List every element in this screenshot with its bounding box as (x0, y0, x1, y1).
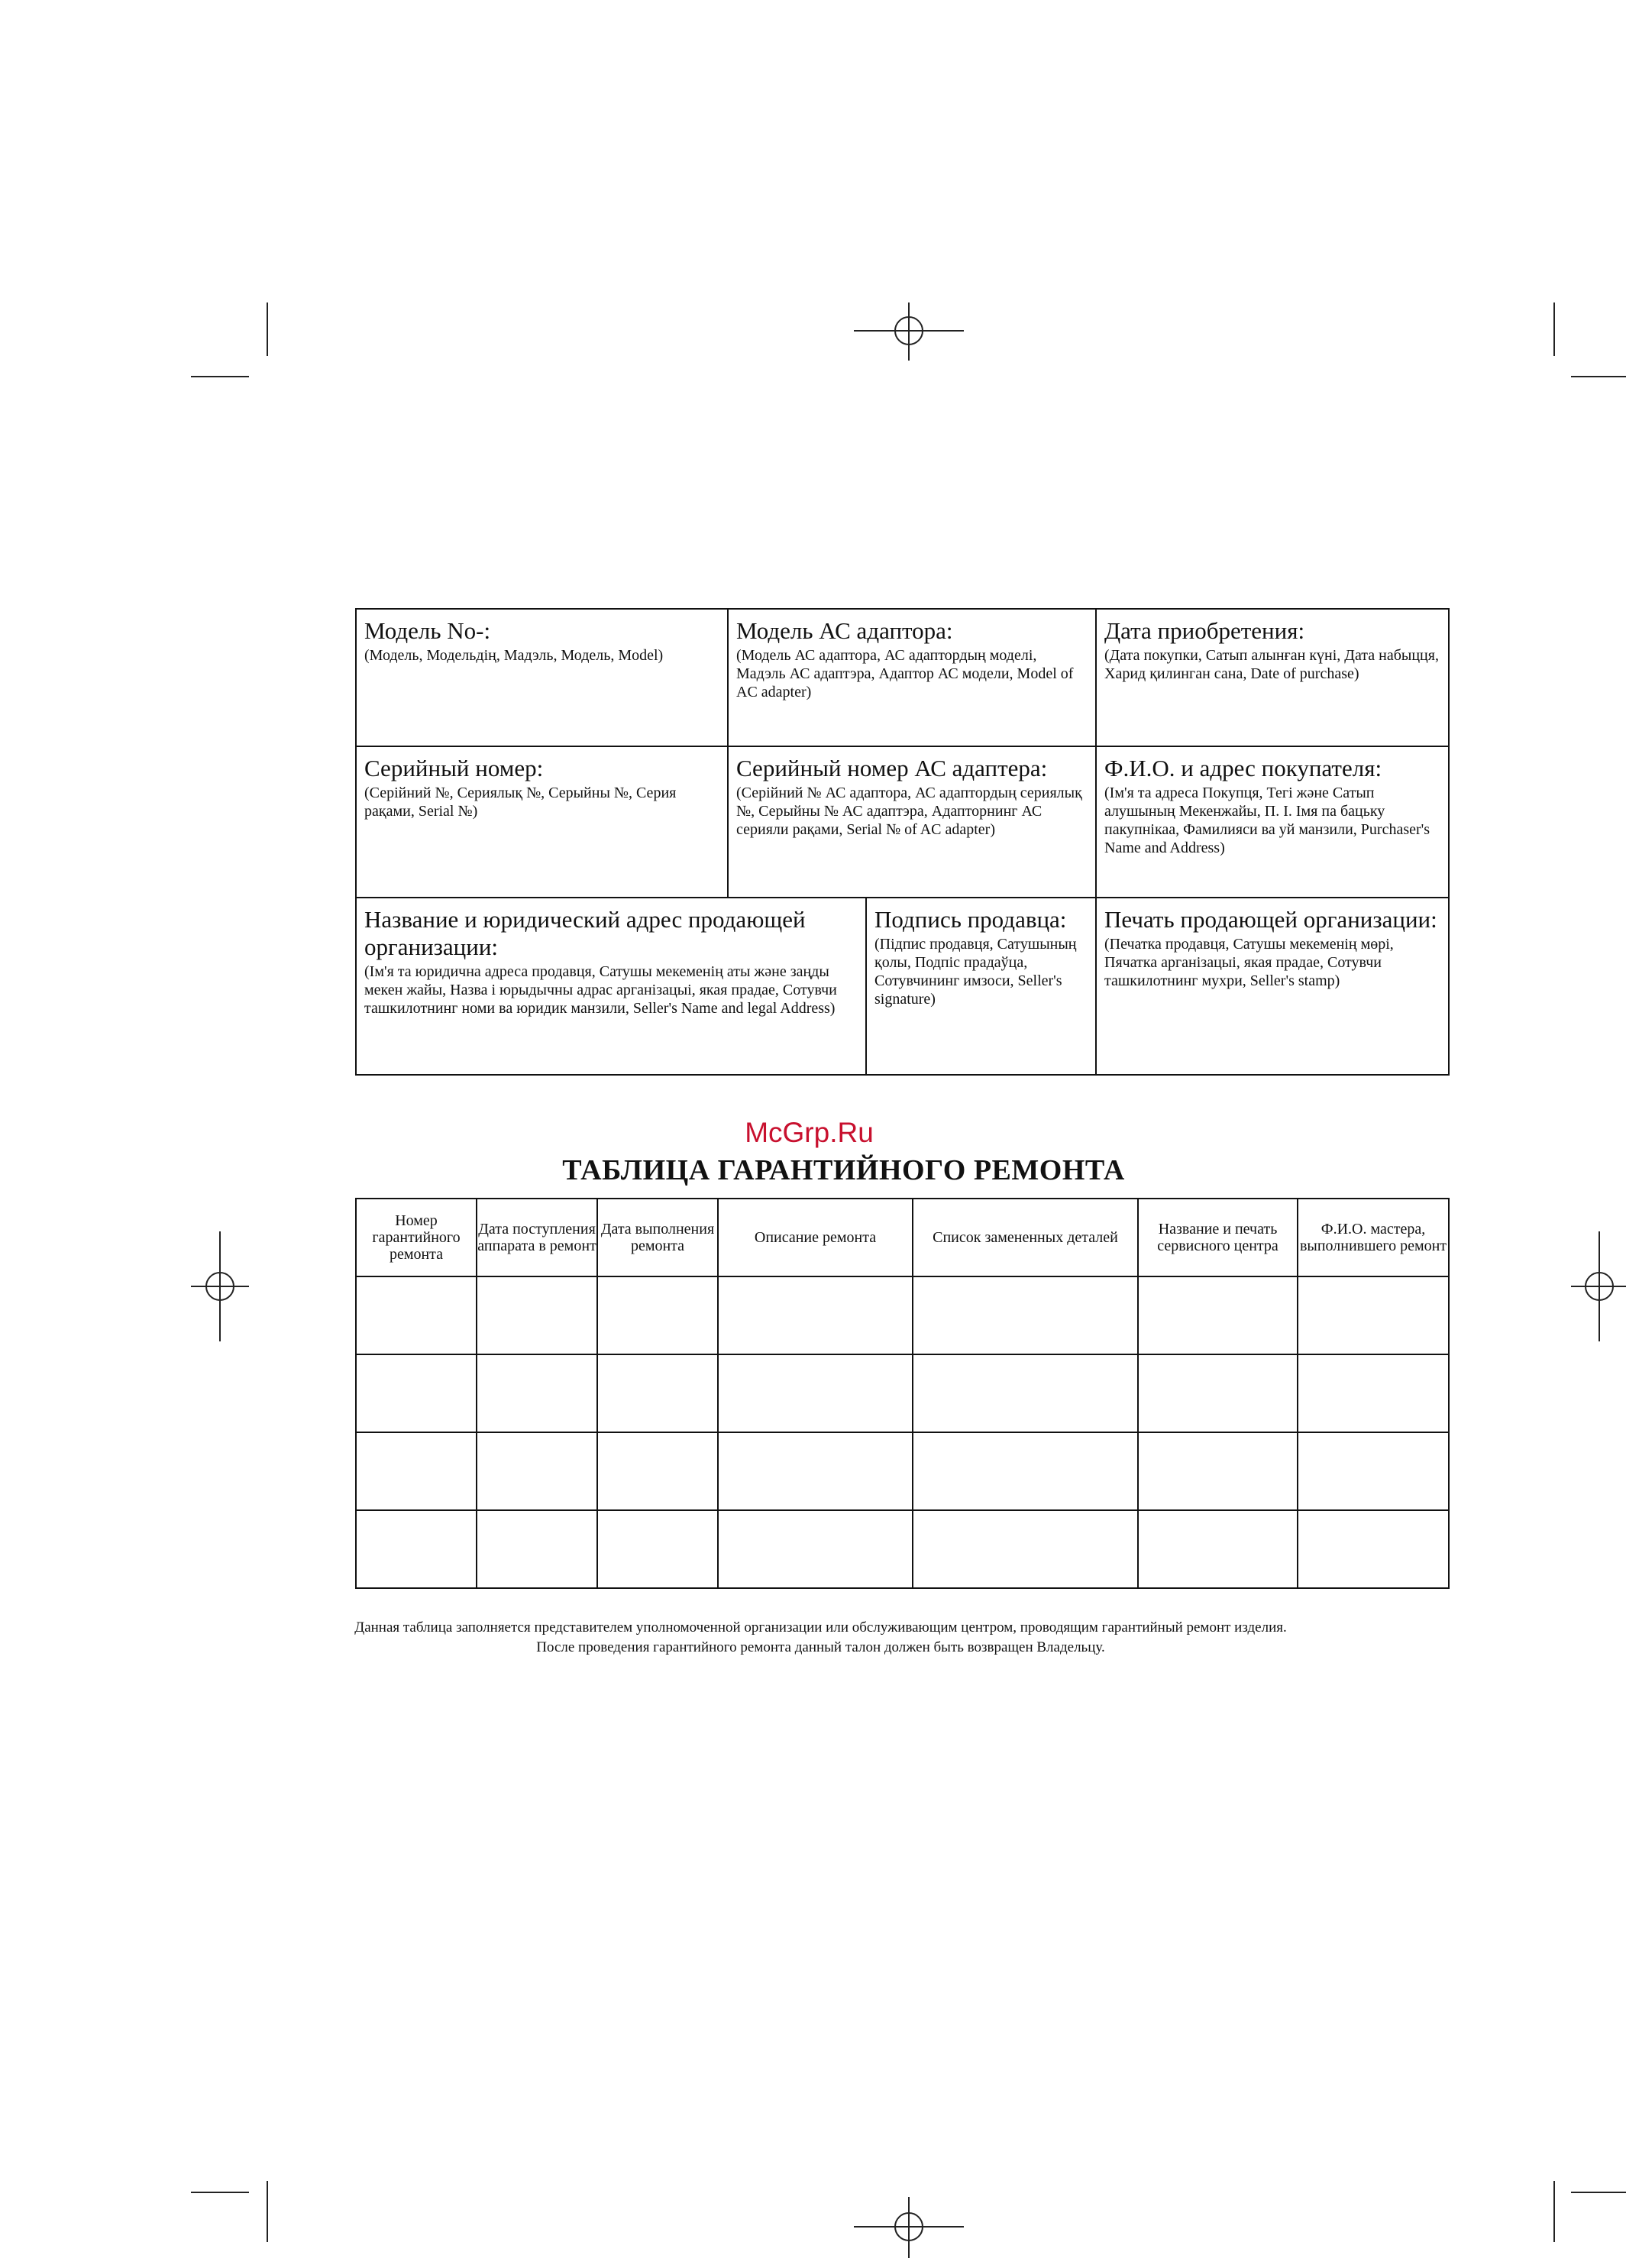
table-cell[interactable] (1138, 1432, 1298, 1510)
cell-title: Ф.И.О. и адрес покупателя: (1104, 755, 1382, 781)
crop-mark-tr-v (1553, 303, 1555, 356)
ac-adapter-serial-cell[interactable] (729, 747, 1097, 897)
table-cell[interactable] (718, 1432, 913, 1510)
table-cell[interactable] (1138, 1510, 1298, 1588)
table-cell[interactable] (913, 1354, 1138, 1432)
watermark-text: McGrp.Ru (745, 1117, 874, 1148)
table-cell[interactable] (913, 1276, 1138, 1354)
table-cell[interactable] (913, 1432, 1138, 1510)
table-row (356, 1354, 1449, 1432)
table-cell[interactable] (1138, 1354, 1298, 1432)
info-row-1 (357, 610, 1448, 747)
column-header-repair-description: Описание ремонта (718, 1199, 913, 1276)
cell-title: Дата приобретения: (1104, 617, 1305, 644)
column-header-technician: Ф.И.О. мастера, выполнившего ремонт (1298, 1199, 1449, 1276)
table-row (356, 1510, 1449, 1588)
cell-subtitle: (Серійний № АС адаптора, АС адаптордың сериялық №, Серыйны № АС адаптэра, Адапторнинг АС серияли рақами, Serial № of AC adapter) (736, 785, 1082, 838)
cell-subtitle: (Ім'я та адреса Покупця, Тегі және Сатып алушының Мекенжайы, П. І. Імя па бацьку пакупнікаа, Фамилияси ва уй манзили, Purchaser's Name and Address) (1104, 785, 1430, 856)
info-row-2 (357, 747, 1448, 898)
crop-mark-bl-v (267, 2181, 268, 2242)
cell-title: Модель АС адаптора: (736, 617, 953, 644)
table-row (356, 1432, 1449, 1510)
purchase-info-table (355, 608, 1450, 1076)
crop-mark-tl-h (191, 376, 249, 377)
table-cell[interactable] (356, 1276, 477, 1354)
footer-note-line: После проведения гарантийного ремонта данный талон должен быть возвращен Владельцу. (536, 1639, 1105, 1655)
cell-title: Модель No-: (364, 617, 491, 644)
table-cell[interactable] (597, 1510, 718, 1588)
crop-mark-tl-v (267, 303, 268, 356)
cell-subtitle: (Дата покупки, Сатып алынған күні, Дата набыцця, Харид қилинган сана, Date of purchase) (1104, 647, 1439, 682)
table-cell[interactable] (356, 1354, 477, 1432)
table-cell[interactable] (477, 1276, 597, 1354)
footer-note-line: Данная таблица заполняется представителем уполномоченной организации или обслуживающим центром, проводящим гарантийный ремонт изделия. (354, 1619, 1287, 1635)
table-cell[interactable] (1298, 1276, 1449, 1354)
table-cell[interactable] (597, 1354, 718, 1432)
serial-number-cell[interactable] (357, 747, 729, 897)
table-row (356, 1276, 1449, 1354)
cell-title: Подпись продавца: (874, 906, 1067, 933)
model-number-cell[interactable] (357, 610, 729, 746)
table-cell[interactable] (1138, 1276, 1298, 1354)
column-header-completion-date: Дата выполнения ремонта (597, 1199, 718, 1276)
footer-notes (0, 1618, 1626, 1658)
crop-mark-bl-h (191, 2192, 249, 2193)
column-header-repair-number: Номер гарантийного ремонта (356, 1199, 477, 1276)
crop-mark-br-h (1571, 2192, 1626, 2193)
cell-title: Серийный номер: (364, 755, 544, 781)
table-cell[interactable] (597, 1276, 718, 1354)
seller-signature-cell[interactable] (867, 898, 1097, 1074)
table-cell[interactable] (1298, 1432, 1449, 1510)
table-cell[interactable] (597, 1432, 718, 1510)
table-cell[interactable] (356, 1510, 477, 1588)
cell-title: Название и юридический адрес продающей организации: (364, 906, 806, 960)
repair-table-heading: ТАБЛИЦА ГАРАНТИЙНОГО РЕМОНТА (562, 1154, 1125, 1186)
cell-subtitle: (Ім'я та юридична адреса продавця, Сатушы мекеменің аты және заңды мекен жайы, Назва і юрыдычны адрас арганізацыі, якая прадае, Сотувчи ташкилотнинг номи ва юридик манзили, Seller's Name and legal Address) (364, 963, 837, 1017)
watermark (0, 1117, 1626, 1149)
info-row-3 (357, 898, 1448, 1074)
cell-subtitle: (Серійний №, Сериялық №, Серыйны №, Серия рақами, Serial №) (364, 785, 677, 820)
table-cell[interactable] (1298, 1354, 1449, 1432)
table-cell[interactable] (356, 1432, 477, 1510)
crop-mark-tr-h (1571, 376, 1626, 377)
cell-subtitle: (Модель, Модельдің, Мадэль, Модель, Model) (364, 647, 664, 664)
table-cell[interactable] (718, 1354, 913, 1432)
crop-mark-br-v (1553, 2181, 1555, 2242)
cell-subtitle: (Підпис продавця, Сатушының қолы, Подпіс прадаўца, Сотувчининг имзоси, Seller's signature) (874, 936, 1077, 1008)
table-cell[interactable] (718, 1276, 913, 1354)
table-cell[interactable] (718, 1510, 913, 1588)
purchaser-name-address-cell[interactable] (1097, 747, 1448, 897)
table-cell[interactable] (477, 1354, 597, 1432)
warranty-repair-table (355, 1198, 1450, 1589)
seller-name-address-cell[interactable] (357, 898, 867, 1074)
cell-subtitle: (Модель АС адаптора, АС адаптордың моделі, Мадэль АС адаптэра, Адаптор АС модели, Model of AC adapter) (736, 647, 1074, 700)
table-header-row (356, 1199, 1449, 1276)
cell-title: Печать продающей организации: (1104, 906, 1437, 933)
column-header-service-center: Название и печать сервисного центра (1138, 1199, 1298, 1276)
table-cell[interactable] (913, 1510, 1138, 1588)
column-header-replaced-parts: Список замененных деталей (913, 1199, 1138, 1276)
table-cell[interactable] (477, 1432, 597, 1510)
ac-adapter-model-cell[interactable] (729, 610, 1097, 746)
cell-title: Серийный номер АС адаптера: (736, 755, 1048, 781)
column-header-received-date: Дата поступления аппарата в ремонт (477, 1199, 597, 1276)
seller-stamp-cell[interactable] (1097, 898, 1448, 1074)
purchase-date-cell[interactable] (1097, 610, 1448, 746)
table-cell[interactable] (1298, 1510, 1449, 1588)
table-cell[interactable] (477, 1510, 597, 1588)
cell-subtitle: (Печатка продавця, Сатушы мекеменің мөрі, Пячатка арганізацыі, якая прадае, Сотувчи ташкилотнинг мухри, Seller's stamp) (1104, 936, 1394, 989)
